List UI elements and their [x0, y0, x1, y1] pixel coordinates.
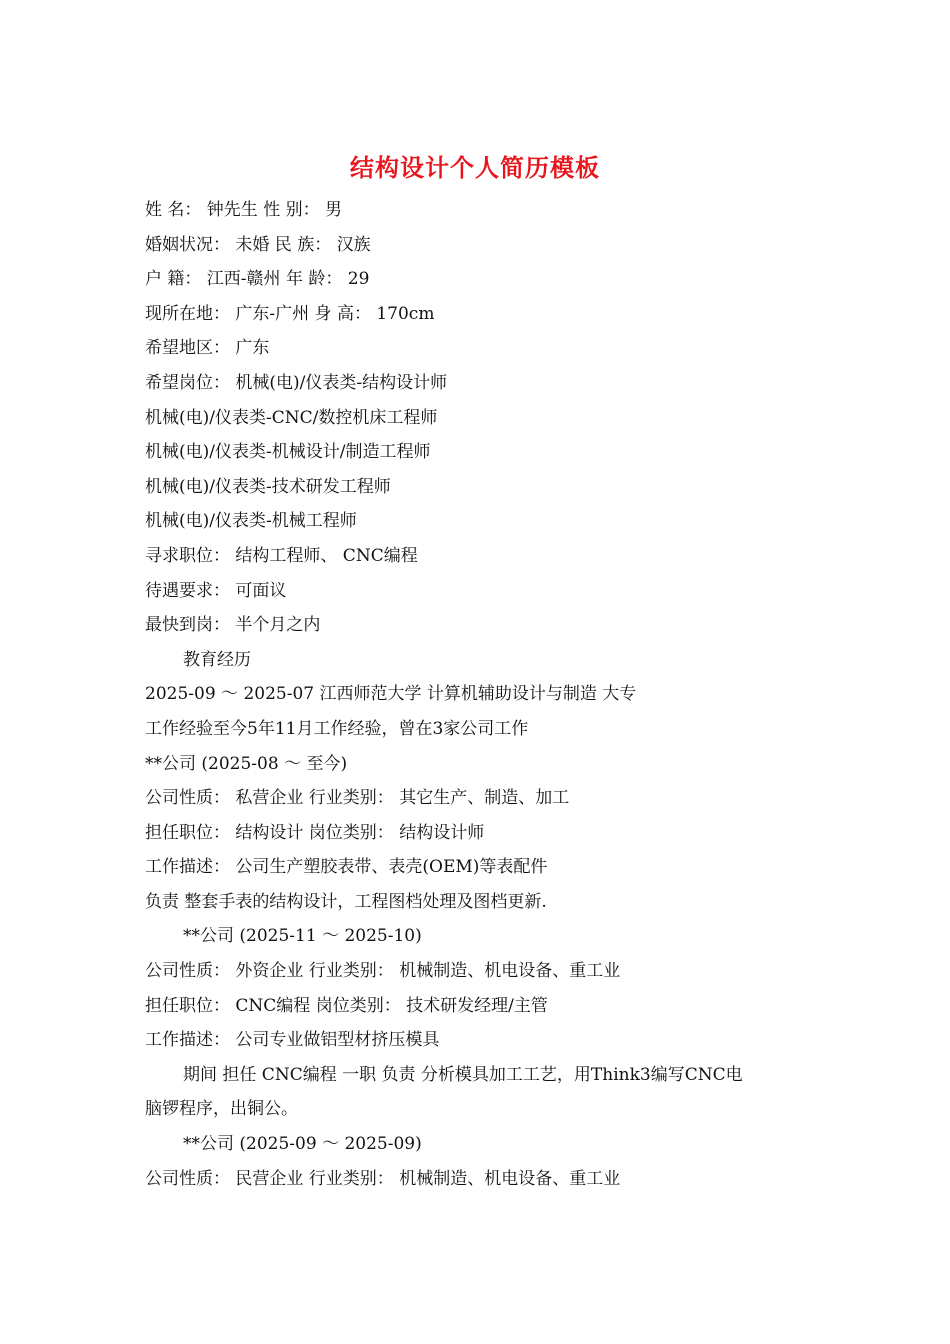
- line-availability: 最快到岗： 半个月之内: [145, 615, 321, 636]
- line-location-height: 现所在地： 广东-广州 身 高： 170cm: [145, 303, 435, 324]
- line-desired-position-3: 机械(电)/仪表类-机械设计/制造工程师: [145, 442, 431, 463]
- line-company-1-description: 工作描述： 公司生产塑胶表带、表壳(OEM)等表配件: [145, 857, 548, 878]
- line-company-2-type: 公司性质： 外资企业 行业类别： 机械制造、机电设备、重工业: [145, 961, 621, 982]
- line-company-2-role: 担任职位： CNC编程 岗位类别： 技术研发经理/主管: [145, 995, 548, 1016]
- line-hometown-age: 户 籍： 江西-赣州 年 龄： 29: [145, 269, 370, 290]
- line-seeking-position: 寻求职位： 结构工程师、 CNC编程: [145, 545, 418, 566]
- line-name-gender: 姓 名： 钟先生 性 别： 男: [145, 200, 343, 220]
- line-company-3-type: 公司性质： 民营企业 行业类别： 机械制造、机电设备、重工业: [145, 1168, 621, 1189]
- line-education-entry: 2025-09 ～ 2025-07 江西师范大学 计算机辅助设计与制造 大专: [145, 684, 637, 705]
- line-salary: 待遇要求： 可面议: [145, 580, 287, 601]
- line-marital-ethnicity: 婚姻状况： 未婚 民 族： 汉族: [145, 234, 371, 255]
- line-company-2-duties: 期间 担任 CNC编程 一职 负责 分析模具加工工艺，用Think3编写CNC电: [183, 1064, 743, 1085]
- line-company-1: **公司 (2025-08 ～ 至今): [145, 753, 348, 774]
- line-desired-position: 希望岗位： 机械(电)/仪表类-结构设计师: [145, 372, 448, 393]
- line-desired-position-4: 机械(电)/仪表类-技术研发工程师: [145, 476, 391, 497]
- document-title: 结构设计个人简历模板: [350, 153, 600, 182]
- line-desired-position-5: 机械(电)/仪表类-机械工程师: [145, 511, 357, 532]
- line-desired-region: 希望地区： 广东: [145, 338, 270, 359]
- section-heading-education: 教育经历: [183, 649, 251, 670]
- resume-body: [145, 193, 810, 1196]
- line-company-1-role: 担任职位： 结构设计 岗位类别： 结构设计师: [145, 822, 485, 843]
- line-company-1-duties: 负责 整套手表的结构设计，工程图档处理及图档更新.: [145, 891, 547, 912]
- line-company-1-type: 公司性质： 私营企业 行业类别： 其它生产、制造、加工: [145, 788, 570, 809]
- line-work-summary: 工作经验至今5年11月工作经验，曾在3家公司工作: [145, 718, 529, 739]
- line-company-2-duties-cont: 脑锣程序，出铜公。: [145, 1099, 298, 1120]
- line-company-2: **公司 (2025-11 ～ 2025-10): [183, 926, 422, 947]
- line-company-2-description: 工作描述： 公司专业做铝型材挤压模具: [145, 1030, 440, 1051]
- line-desired-position-2: 机械(电)/仪表类-CNC/数控机床工程师: [145, 407, 438, 428]
- line-company-3: **公司 (2025-09 ～ 2025-09): [183, 1134, 422, 1155]
